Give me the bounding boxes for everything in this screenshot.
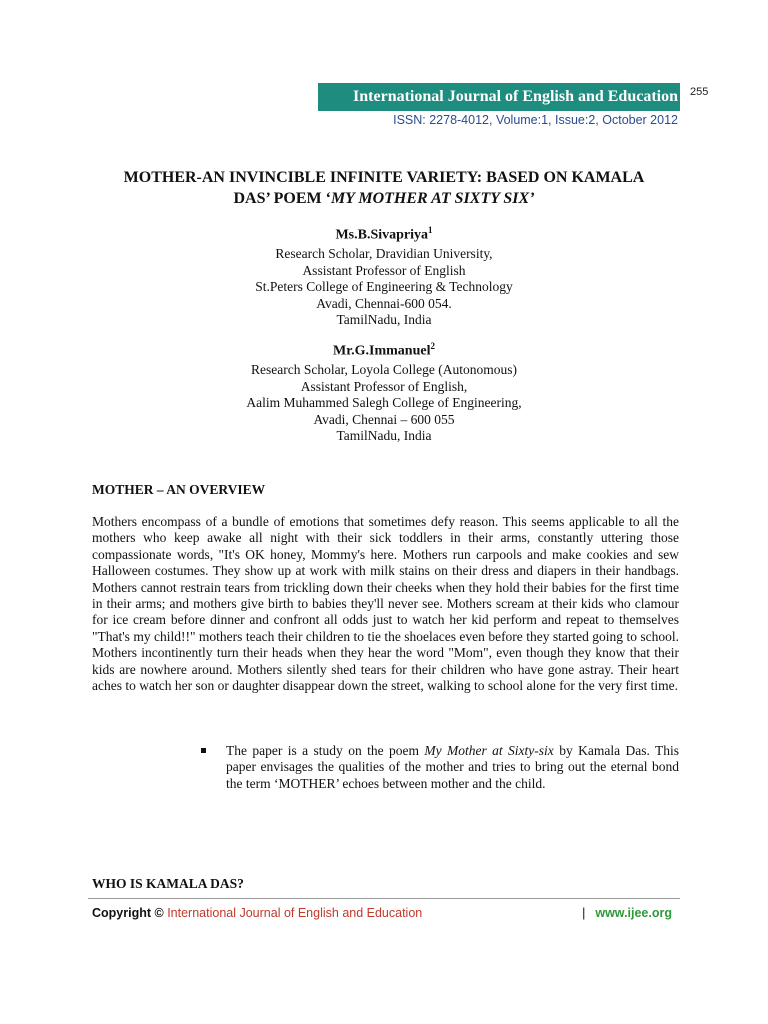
affiliation-line: Assistant Professor of English [302, 262, 466, 278]
poem-title-italic: My Mother at Sixty-six [424, 743, 554, 758]
affiliation-line: Avadi, Chennai – 600 055 [313, 411, 455, 427]
bullet-text-suffix: by Kamala Das. This paper envisages the qualities of the mother and tries to bring out the eternal bond the term ‘MOTHER’ echoes between mother and the child. [226, 743, 679, 791]
paper-title [80, 167, 688, 209]
title-line-2 [80, 188, 688, 209]
section-heading-kamala-das: WHO IS KAMALA DAS? [92, 876, 244, 891]
section-heading-overview: MOTHER – AN OVERVIEW [92, 482, 266, 497]
copyright-journal: International Journal of English and Education [167, 906, 423, 920]
author-footnote-marker: 2 [430, 341, 435, 351]
bullet-list-item [204, 743, 679, 792]
journal-banner: International Journal of English and Education [318, 83, 680, 111]
page-footer [92, 906, 680, 920]
affiliation-line: Research Scholar, Dravidian University, [275, 246, 493, 262]
author-block-1 [80, 222, 688, 329]
footer-divider [88, 898, 680, 899]
author-footnote-marker: 1 [428, 225, 433, 235]
footer-separator: | [582, 906, 586, 920]
bullet-text-prefix: The paper is a study on the poem [226, 743, 425, 758]
square-bullet-icon [201, 748, 206, 753]
author-block-2 [80, 338, 688, 445]
affiliation-line: Aalim Muhammed Salegh College of Engineering, [246, 395, 522, 411]
overview-paragraph: Mothers encompass of a bundle of emotions that sometimes defy reason. This seems applicable to all the mothers who keep awake all night with their sick toddlers in their arms, constantly uttering those compassionate words, "It's OK honey, Mommy's here. Mothers run carpools and make cookies and sew Halloween costumes. They show up at work with milk stains on their dress and diapers in their handbags. Mothers cannot restrain tears from trickling down their cheeks when they hold their babies for the first time in their arms; and mothers give birth to babies they'll never see. Mothers scream at their kids who clamour for ice cream before dinner and confront all odds just to watch her kid perform and repeat to themselves "That's my child!!" mothers teach their children to tie the shoelaces even before they started going to school. Mothers incontinently turn their heads when they hear the word "Mom", even though they know that their kids are nowhere around. Mothers silently shed tears for their children who have gone astray. Their heart aches to watch her son or daughter disappear down the street, walking to school alone for the very first time. [92, 514, 679, 694]
bullet-text [226, 743, 679, 792]
author-name-text: Mr.G.Immanuel [333, 343, 431, 359]
affiliation-line: TamilNadu, India [336, 312, 432, 328]
author-name-2 [80, 338, 688, 360]
journal-url-link[interactable]: www.ijee.org [595, 906, 672, 920]
issn-line: ISSN: 2278-4012, Volume:1, Issue:2, October 2012 [393, 113, 678, 127]
title-line-2-italic: MY MOTHER AT SIXTY SIX’ [330, 190, 535, 207]
affiliation-line: Research Scholar, Loyola College (Autonomous) [250, 362, 518, 378]
copyright-label: Copyright © [92, 906, 164, 920]
footer-right [582, 906, 672, 920]
page-number: 255 [690, 86, 709, 98]
title-line-1: MOTHER-AN INVINCIBLE INFINITE VARIETY: BASED ON KAMALA [123, 169, 645, 186]
affiliation-line: Avadi, Chennai-600 054. [316, 295, 452, 311]
author-name-text: Ms.B.Sivapriya [335, 227, 429, 243]
author-name-1 [80, 222, 688, 244]
affiliation-line: St.Peters College of Engineering & Technology [255, 279, 513, 295]
affiliation-line: TamilNadu, India [336, 428, 432, 444]
title-line-2-prefix: DAS’ POEM ‘ [233, 190, 331, 207]
affiliation-line: Assistant Professor of English, [300, 378, 468, 394]
